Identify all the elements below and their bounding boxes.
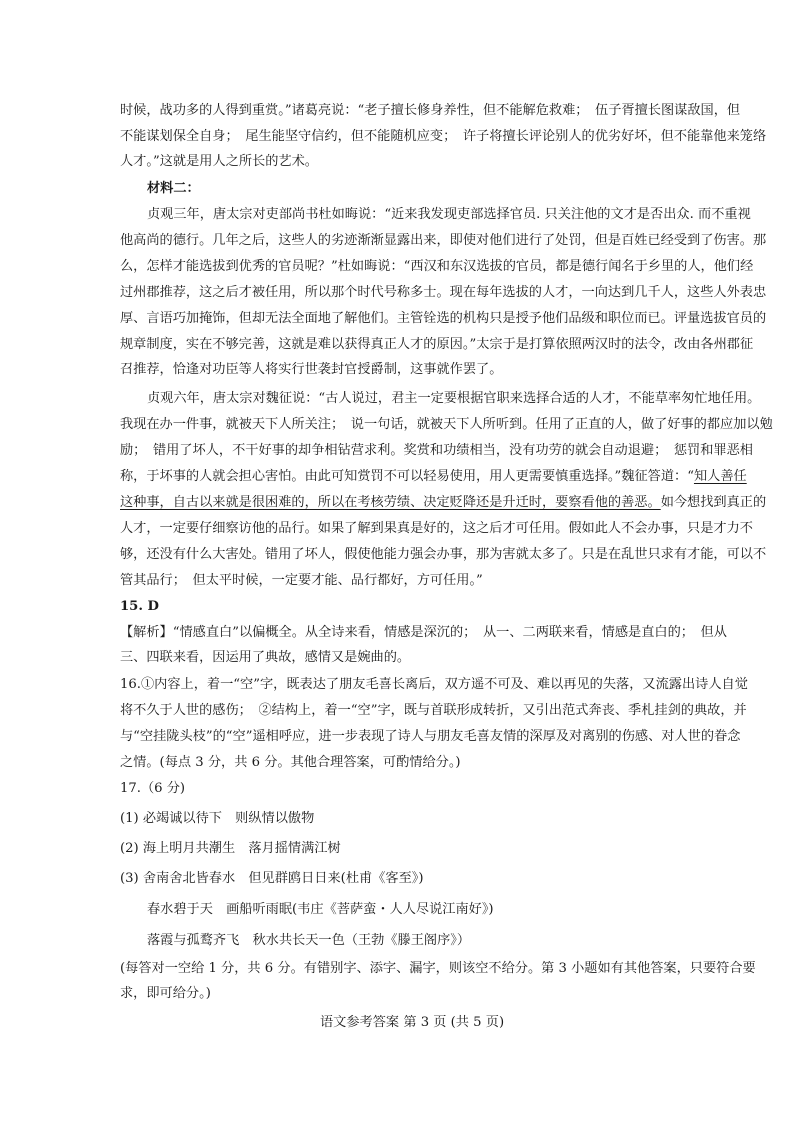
text-segment: 称，于坏事的人就会担心害怕。由此可知赏罚不可以轻易使用，用人更需要慎重选择。”魏征答道：“ (120, 469, 694, 484)
text-line: 人才。”这就是用人之所长的艺术。 (120, 154, 318, 169)
text-line: 春水碧于天 画船听雨眠(韦庄《菩萨蛮・人人尽说江南好》) (147, 902, 494, 917)
text-line: 召推荐，恰逢对功臣等人将实行世袭封官授爵制，这事就作罢了。 (120, 362, 503, 377)
text-line: 贞观三年，唐太宗对吏部尚书杜如晦说：“近来我发现吏部选择官员. 只关注他的文才是否出众. 而不重视 (147, 207, 751, 222)
text-line: 【解析】“情感直白”以偏概全。从全诗来看，情感是深沉的； 从一、二两联来看，情感是直白的； 但从 (120, 625, 727, 640)
text-line: 将不久于人世的感伤； ②结构上，着一“空”字，既与首联形成转折，又引出范式奔丧、季札挂剑的典故，并 (120, 703, 747, 718)
text-line: 与“空挂陇头枝”的“空”遥相呼应，进一步表现了诗人与朋友毛喜友情的深厚及对离别的伤感、对人世的眷念 (120, 729, 741, 744)
text-line: (1) 必竭诚以待下 则纵情以傲物 (120, 811, 315, 826)
text-line (120, 494, 766, 512)
text-line: 规章制度，实在不够完善，这就是难以获得真正人才的原因。”太宗于是打算依照两汉时的法令，改由各州郡征 (120, 337, 754, 352)
text-line: 管其品行； 但太平时候，一定要才能、品行都好，方可任用。” (120, 573, 483, 588)
section-heading: 材料二： (147, 181, 200, 196)
text-line: 贞观六年，唐太宗对魏征说：“古人说过，君主一定要根据官职来选择合适的人才，不能草率匆忙地任用。 (147, 391, 761, 406)
answer-16: 16.①内容上，着一“空”字，既表达了朋友毛喜长离后，双方遥不可及、难以再见的失落，又流露出诗人自觉 (120, 677, 748, 692)
text-line: 人才，一定要仔细察访他的品行。如果了解到果真是好的，这之后才可任用。假如此人不会办事，只是才力不 (120, 521, 753, 536)
text-line: 不能谋划保全自身； 尾生能坚守信约，但不能随机应变； 许子将擅长评论别人的优劣好坏，但不能靠他来笼络 (120, 129, 767, 144)
text-line: 三、四联来看，因运用了典故，感情又是婉曲的。 (120, 650, 411, 665)
text-line: 时候，战功多的人得到重赏。”诸葛亮说：“老子擅长修身养性，但不能解危救难； 伍子胥擅长图谋敌国，但 (120, 103, 741, 118)
underlined-text: 知人善任 (693, 469, 747, 484)
text-line: 落霞与孤鹜齐飞 秋水共长天一色（王勃《滕王阁序》） (147, 933, 471, 948)
text-line: 过州郡推荐，这之后才被任用，所以那个时代号称多士。现在每年选拔的人才，一向达到几千人，这些人外表忠 (120, 285, 767, 300)
text-line: 么，怎样才能选拔到优秀的官员呢？”杜如晦说：“西汉和东汉选拔的官员，都是德行闻名于乡里的人，他们经 (120, 259, 754, 274)
text-line (120, 468, 747, 486)
text-line: 求，即可给分。) (120, 986, 211, 1001)
text-line: 之情。(每点 3 分，共 6 分。其他合理答案，可酌情给分。) (120, 755, 461, 770)
answer-15: 15. D (120, 599, 159, 614)
text-line: (3) 舍南舍北皆春水 但见群鸥日日来(杜甫《客至》) (120, 871, 424, 886)
text-line: (2) 海上明月共潮生 落月摇情满江树 (120, 841, 341, 856)
text-line: 他高尚的德行。几年之后，这些人的劣迹渐渐显露出来，即使对他们进行了处罚，但是百姓已经受到了伤害。那 (120, 233, 767, 248)
text-segment: 如今想找到真正的 (660, 495, 767, 510)
text-line: 我现在办一件事，就被天下人所关注； 说一句话，就被天下人所听到。任用了正直的人，做了好事的都应加以勉 (120, 417, 773, 432)
text-line: 厚、言语巧加掩饰，但却无法全面地了解他们。主管铨选的机构只是授予他们品级和职位而已。评量选拔官员的 (120, 311, 767, 326)
answer-17: 17.（6 分) (120, 781, 186, 796)
text-line: (每答对一空给 1 分，共 6 分。有错别字、添字、漏字，则该空不给分。第 3 小题如有其他答案，只要符合要 (120, 961, 756, 976)
underlined-text: 这种事，自古以来就是很困难的，所以在考核劳绩、决定贬降还是升迁时，要察看他的善恶。 (120, 495, 661, 510)
page-footer: 语文参考答案 第 3 页 (共 5 页) (320, 1015, 505, 1030)
text-line: 够，还没有什么大害处。错用了坏人，假使他能力强会办事，那为害就太多了。只是在乱世只求有才能，可以不 (120, 547, 767, 562)
text-line: 励； 错用了坏人，不干好事的却争相钻营求利。奖赏和功绩相当，没有功劳的就会自动退避； 惩罚和罪恶相 (120, 443, 753, 458)
